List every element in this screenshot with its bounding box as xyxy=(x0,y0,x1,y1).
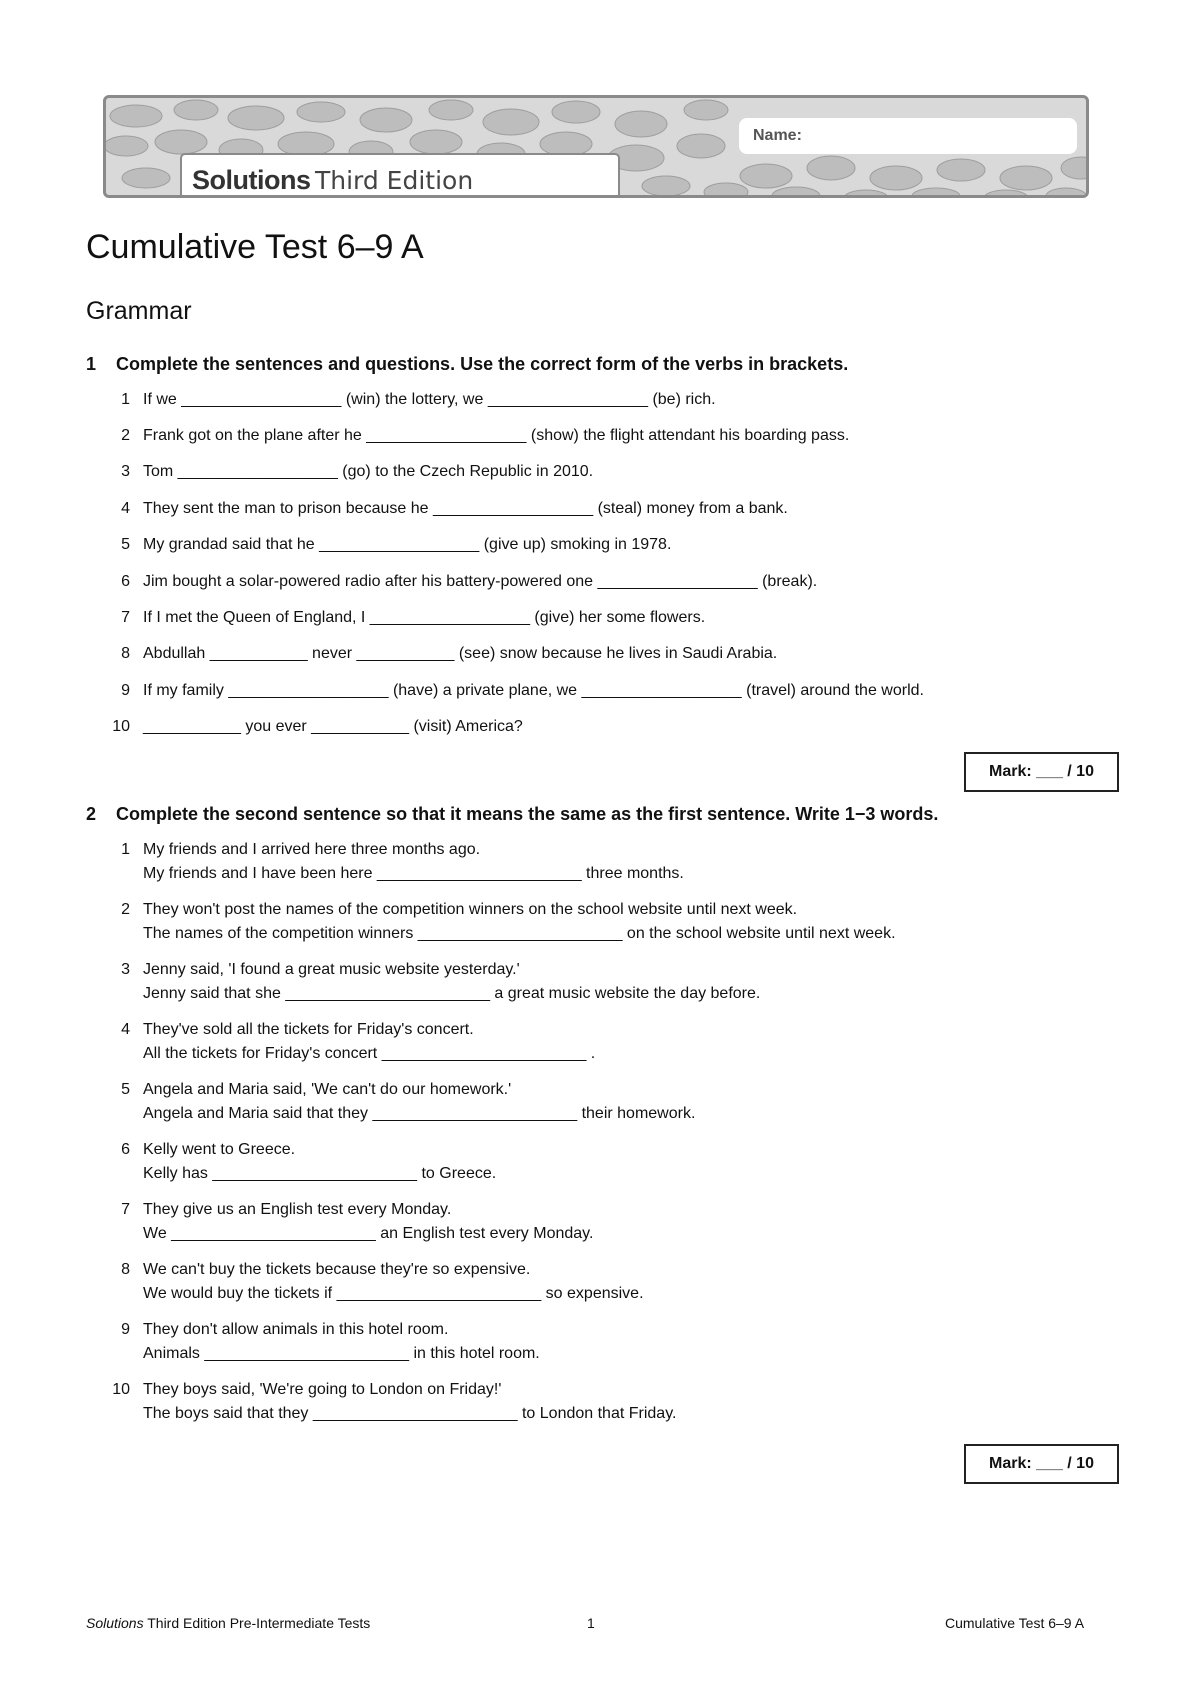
rewrite-sentence: Kelly has _______________________ to Greece. xyxy=(143,1165,497,1182)
exercise-number: 2 xyxy=(86,804,97,824)
exercise-2-heading xyxy=(86,804,938,825)
exercise-2-item[interactable] xyxy=(105,958,760,1006)
original-sentence: Angela and Maria said, 'We can't do our homework.' xyxy=(143,1081,512,1098)
header-banner xyxy=(103,95,1089,198)
rewrite-sentence: The names of the competition winners _______________________ on the school website until next week. xyxy=(143,925,896,942)
item-text: If we __________________ (win) the lottery, we __________________ (be) rich. xyxy=(143,391,716,408)
page-number: 1 xyxy=(587,1615,595,1631)
item-number: 6 xyxy=(121,1141,130,1158)
page-title: Cumulative Test 6–9 A xyxy=(86,228,424,266)
name-label: Name: xyxy=(753,127,802,144)
item-number: 10 xyxy=(112,718,130,735)
original-sentence: We can't buy the tickets because they're so expensive. xyxy=(143,1261,531,1278)
item-text: ___________ you ever ___________ (visit) America? xyxy=(143,718,523,735)
exercise-2-item[interactable] xyxy=(105,1258,644,1306)
original-sentence: They give us an English test every Monday. xyxy=(143,1201,452,1218)
item-text: If I met the Queen of England, I __________________ (give) her some flowers. xyxy=(143,609,706,626)
brand-bold: Solutions xyxy=(192,165,311,195)
rewrite-sentence: My friends and I have been here _______________________ three months. xyxy=(143,865,684,882)
item-number: 8 xyxy=(121,645,130,662)
exercise-1-item[interactable] xyxy=(105,570,817,594)
section-heading: Grammar xyxy=(86,297,192,325)
original-sentence: They don't allow animals in this hotel room. xyxy=(143,1321,449,1338)
item-number: 5 xyxy=(121,536,130,553)
item-number: 3 xyxy=(121,961,130,978)
item-text xyxy=(143,1378,676,1426)
item-text xyxy=(143,1198,593,1246)
item-number: 3 xyxy=(121,463,130,480)
item-text: Tom __________________ (go) to the Czech Republic in 2010. xyxy=(143,463,594,480)
item-number: 7 xyxy=(121,609,130,626)
exercise-1-item[interactable] xyxy=(105,715,523,739)
footer-series: Solutions xyxy=(86,1615,144,1631)
rewrite-sentence: Angela and Maria said that they _______________________ their homework. xyxy=(143,1105,696,1122)
rewrite-sentence: Animals _______________________ in this hotel room. xyxy=(143,1345,540,1362)
original-sentence: They've sold all the tickets for Friday's concert. xyxy=(143,1021,474,1038)
item-text xyxy=(143,1078,695,1126)
rewrite-sentence: The boys said that they _______________________ to London that Friday. xyxy=(143,1405,677,1422)
exercise-1-item[interactable] xyxy=(105,642,777,666)
item-number: 2 xyxy=(121,427,130,444)
exercise-1-item[interactable] xyxy=(105,679,924,703)
exercise-1-item[interactable] xyxy=(105,533,671,557)
item-text xyxy=(143,1318,540,1366)
item-number: 7 xyxy=(121,1201,130,1218)
item-number: 1 xyxy=(121,391,130,408)
exercise-1-heading xyxy=(86,354,848,375)
exercise-instruction: Complete the sentences and questions. Use the correct form of the verbs in brackets. xyxy=(116,354,849,374)
exercise-instruction: Complete the second sentence so that it means the same as the first sentence. Write 1−3 words. xyxy=(116,804,939,824)
exercise-2-item[interactable] xyxy=(105,1078,695,1126)
item-text xyxy=(143,1258,644,1306)
rewrite-sentence: We would buy the tickets if _______________________ so expensive. xyxy=(143,1285,644,1302)
item-text: If my family __________________ (have) a private plane, we __________________ (travel) around the world. xyxy=(143,682,924,699)
rewrite-sentence: We _______________________ an English test every Monday. xyxy=(143,1225,594,1242)
mark-box-2: Mark: ___ / 10 xyxy=(964,1444,1119,1484)
item-text xyxy=(143,1138,496,1186)
exercise-2-item[interactable] xyxy=(105,1018,595,1066)
exercise-1-item[interactable] xyxy=(105,460,593,484)
exercise-1-item[interactable] xyxy=(105,606,705,630)
item-number: 8 xyxy=(121,1261,130,1278)
exercise-number: 1 xyxy=(86,354,97,374)
name-field[interactable] xyxy=(739,118,1077,154)
item-text xyxy=(143,958,760,1006)
item-text: Frank got on the plane after he __________________ (show) the flight attendant his boarding pass. xyxy=(143,427,850,444)
original-sentence: Jenny said, 'I found a great music website yesterday.' xyxy=(143,961,520,978)
item-number: 9 xyxy=(121,1321,130,1338)
exercise-1-item[interactable] xyxy=(105,388,716,412)
exercise-2-item[interactable] xyxy=(105,1378,676,1426)
original-sentence: My friends and I arrived here three months ago. xyxy=(143,841,481,858)
exercise-2-item[interactable] xyxy=(105,1138,496,1186)
footer-right: Cumulative Test 6–9 A xyxy=(945,1615,1085,1631)
rewrite-sentence: All the tickets for Friday's concert _______________________ . xyxy=(143,1045,596,1062)
item-text: Jim bought a solar-powered radio after his battery-powered one __________________ (break). xyxy=(143,573,818,590)
item-number: 4 xyxy=(121,500,130,517)
footer-left xyxy=(86,1615,370,1631)
footer-title: Third Edition Pre-Intermediate Tests xyxy=(143,1615,371,1631)
item-text: Abdullah ___________ never ___________ (see) snow because he lives in Saudi Arabia. xyxy=(143,645,778,662)
item-number: 5 xyxy=(121,1081,130,1098)
item-text xyxy=(143,1018,595,1066)
mark-box-1: Mark: ___ / 10 xyxy=(964,752,1119,792)
brand-logo xyxy=(180,153,620,198)
exercise-2-item[interactable] xyxy=(105,838,684,886)
item-text: They sent the man to prison because he __________________ (steal) money from a bank. xyxy=(143,500,788,517)
item-number: 1 xyxy=(121,841,130,858)
item-number: 10 xyxy=(112,1381,130,1398)
original-sentence: They boys said, 'We're going to London on Friday!' xyxy=(143,1381,502,1398)
original-sentence: Kelly went to Greece. xyxy=(143,1141,296,1158)
item-number: 6 xyxy=(121,573,130,590)
item-number: 9 xyxy=(121,682,130,699)
brand-rest: Third Edition xyxy=(314,166,474,195)
exercise-2-item[interactable] xyxy=(105,1198,593,1246)
exercise-1-item[interactable] xyxy=(105,424,849,448)
item-text xyxy=(143,838,684,886)
item-number: 4 xyxy=(121,1021,130,1038)
rewrite-sentence: Jenny said that she _______________________ a great music website the day before. xyxy=(143,985,761,1002)
exercise-2-item[interactable] xyxy=(105,898,896,946)
item-text xyxy=(143,898,896,946)
exercise-2-item[interactable] xyxy=(105,1318,540,1366)
item-number: 2 xyxy=(121,901,130,918)
item-text: My grandad said that he __________________ (give up) smoking in 1978. xyxy=(143,536,672,553)
original-sentence: They won't post the names of the competition winners on the school website until next week. xyxy=(143,901,798,918)
exercise-1-item[interactable] xyxy=(105,497,788,521)
